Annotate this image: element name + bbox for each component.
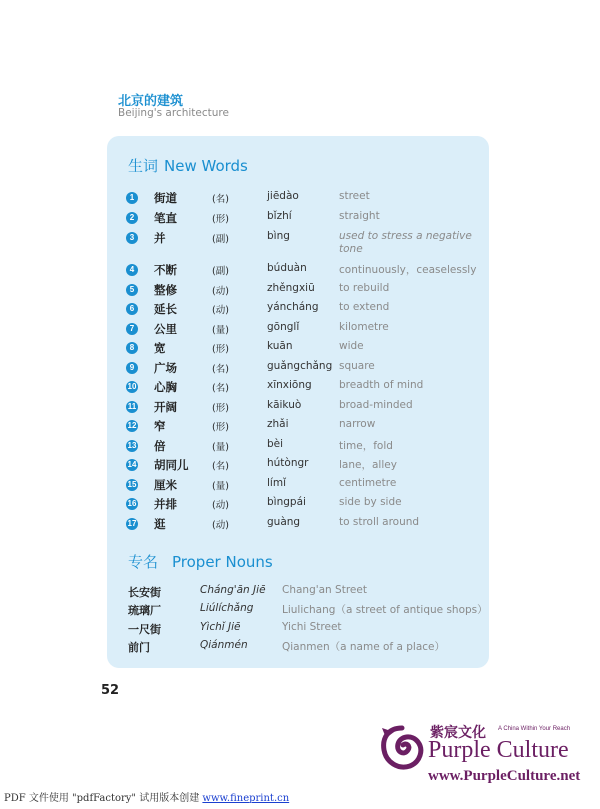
proper-noun-pinyin: Cháng'ān Jiē [200, 584, 266, 596]
proper-noun-row [128, 639, 478, 655]
section-title: 北京的建筑 [118, 94, 184, 109]
word-part-of-speech: (名) [212, 364, 229, 375]
word-english: time，fold [339, 440, 393, 452]
word-english: street [339, 190, 370, 202]
word-part-of-speech: (形) [212, 403, 229, 414]
proper-nouns-heading-cn: 专名 [128, 553, 159, 571]
word-pinyin: guàng [267, 516, 301, 528]
word-number-badge: 14 [127, 460, 137, 469]
word-number-badge: 15 [127, 480, 137, 489]
word-part-of-speech: (量) [212, 325, 229, 336]
word-hanzi: 延长 [154, 302, 177, 316]
word-number-badge: 16 [127, 499, 137, 508]
word-english: breadth of mind [339, 379, 424, 391]
word-hanzi: 广场 [154, 361, 177, 375]
word-english: lane，alley [339, 459, 397, 471]
spiral-logo-icon [378, 724, 426, 772]
proper-nouns-heading [128, 551, 273, 572]
word-english: narrow [339, 418, 376, 430]
word-english: to extend [339, 301, 390, 313]
word-number-badge: 2 [126, 212, 138, 224]
word-pinyin: límǐ [267, 477, 286, 489]
word-number-badge: 8 [126, 342, 138, 354]
word-number-badge: 10 [127, 382, 137, 391]
word-number-badge: 3 [126, 232, 138, 244]
word-number-badge: 7 [126, 323, 138, 335]
word-pinyin: guǎngchǎng [267, 360, 333, 372]
word-number-badge: 11 [127, 402, 137, 411]
proper-noun-pinyin: Qiánmén [200, 639, 248, 651]
word-hanzi: 街道 [154, 191, 177, 205]
new-words-heading-en: New Words [164, 157, 248, 175]
word-english: broad-minded [339, 399, 413, 411]
word-pinyin: zhěngxiū [267, 282, 315, 294]
word-part-of-speech: (名) [212, 194, 229, 205]
word-hanzi: 并排 [154, 497, 177, 511]
logo-chinese-text: 紫宸文化 [430, 725, 486, 741]
footer-text: PDF 文件使用 "pdfFactory" 试用版本创建 [4, 793, 203, 804]
word-english: kilometre [339, 321, 389, 333]
word-pinyin: búduàn [267, 262, 307, 274]
pdf-footer [4, 789, 289, 804]
word-part-of-speech: (形) [212, 344, 229, 355]
word-hanzi: 厘米 [154, 478, 177, 492]
word-english: side by side [339, 496, 402, 508]
word-hanzi: 逛 [154, 517, 166, 531]
proper-noun-hanzi: 长安街 [128, 586, 161, 599]
proper-noun-english: Qianmen（a name of a place） [282, 641, 445, 653]
word-english: used to stress a negative tone [339, 230, 472, 255]
new-words-heading [128, 155, 248, 176]
word-pinyin: zhǎi [267, 418, 289, 430]
word-part-of-speech: (副) [212, 266, 229, 277]
word-part-of-speech: (动) [212, 500, 229, 511]
proper-noun-row [128, 584, 478, 600]
proper-noun-english: Yichi Street [282, 621, 342, 633]
word-pinyin: yáncháng [267, 301, 319, 313]
section-subtitle: Beijing's architecture [118, 107, 229, 119]
word-part-of-speech: (动) [212, 520, 229, 531]
word-number-badge: 12 [127, 421, 137, 430]
word-part-of-speech: (名) [212, 461, 229, 472]
word-pinyin: hútòngr [267, 457, 309, 469]
logo-tagline: A China Within Your Reach [498, 726, 571, 732]
proper-noun-hanzi: 一尺街 [128, 623, 161, 636]
proper-noun-hanzi: 琉璃厂 [128, 604, 161, 617]
word-part-of-speech: (动) [212, 286, 229, 297]
word-english: straight [339, 210, 380, 222]
word-number-badge: 17 [127, 519, 137, 528]
word-number-badge: 1 [126, 192, 138, 204]
word-number-badge: 4 [126, 264, 138, 276]
word-hanzi: 并 [154, 231, 166, 245]
word-number-badge: 9 [126, 362, 138, 374]
word-hanzi: 笔直 [154, 211, 177, 225]
word-english: wide [339, 340, 364, 352]
word-pinyin: xīnxiōng [267, 379, 312, 391]
proper-noun-row [128, 602, 488, 618]
word-number-badge: 13 [127, 441, 137, 450]
word-hanzi: 整修 [154, 283, 177, 297]
new-words-heading-cn: 生词 [128, 157, 159, 175]
word-number-badge: 5 [126, 284, 138, 296]
word-pinyin: gōnglǐ [267, 321, 300, 333]
word-pinyin: bìngpái [267, 496, 306, 508]
proper-noun-hanzi: 前门 [128, 641, 150, 654]
word-english: to rebuild [339, 282, 390, 294]
word-hanzi: 胡同儿 [154, 458, 189, 472]
proper-noun-english: Chang'an Street [282, 584, 367, 596]
page-number: 52 [101, 683, 120, 698]
word-part-of-speech: (副) [212, 234, 229, 245]
word-pinyin: jiēdào [267, 190, 299, 202]
word-pinyin: kāikuò [267, 399, 302, 411]
word-part-of-speech: (形) [212, 214, 229, 225]
purple-culture-logo [378, 722, 600, 792]
word-hanzi: 窄 [154, 419, 166, 433]
word-hanzi: 倍 [154, 439, 166, 453]
word-part-of-speech: (名) [212, 383, 229, 394]
proper-noun-english: Liulichang（a street of antique shops） [282, 604, 488, 616]
proper-noun-pinyin: Liúlíchǎng [200, 602, 254, 614]
word-part-of-speech: (形) [212, 422, 229, 433]
word-hanzi: 开阔 [154, 400, 177, 414]
word-pinyin: bèi [267, 438, 284, 450]
proper-nouns-heading-en: Proper Nouns [172, 553, 273, 571]
proper-noun-pinyin: Yìchǐ Jiē [200, 621, 241, 633]
word-english: centimetre [339, 477, 397, 489]
word-english: to stroll around [339, 516, 420, 528]
proper-noun-row [128, 621, 478, 637]
word-hanzi: 不断 [154, 263, 177, 277]
word-part-of-speech: (动) [212, 305, 229, 316]
word-number-badge: 6 [126, 303, 138, 315]
word-hanzi: 心胸 [154, 380, 177, 394]
logo-url: www.PurpleCulture.net [428, 768, 581, 784]
word-pinyin: kuān [267, 340, 293, 352]
word-english: continuously，ceaselessly [339, 264, 477, 276]
word-hanzi: 宽 [154, 341, 166, 355]
footer-link[interactable]: www.fineprint.cn [202, 793, 290, 804]
word-part-of-speech: (量) [212, 481, 229, 492]
logo-name: Purple Culture [428, 737, 569, 763]
word-part-of-speech: (量) [212, 442, 229, 453]
word-pinyin: bìng [267, 230, 290, 242]
word-hanzi: 公里 [154, 322, 177, 336]
word-pinyin: bǐzhí [267, 210, 292, 222]
word-english: square [339, 360, 375, 372]
